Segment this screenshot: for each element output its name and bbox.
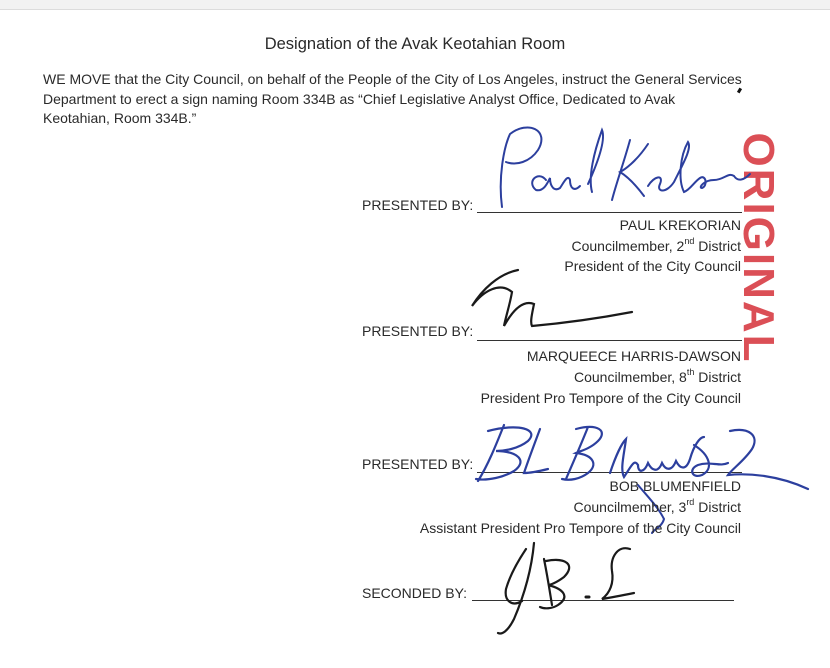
presenter-name: PAUL KREKORIAN <box>619 217 741 233</box>
presenter-district: Councilmember, 3rd District <box>573 497 741 515</box>
presented-by-label: PRESENTED BY: <box>362 197 474 213</box>
signature-line <box>477 472 742 473</box>
presented-by-label: PRESENTED BY: <box>362 323 474 339</box>
signature-seconder <box>488 535 648 645</box>
presenter-role: President Pro Tempore of the City Council <box>480 390 741 406</box>
presenter-name: MARQUEECE HARRIS-DAWSON <box>526 348 741 364</box>
signature-line <box>477 340 742 341</box>
presented-by-label: PRESENTED BY: <box>362 456 474 472</box>
presenter-role: President of the City Council <box>564 258 741 274</box>
seconded-by-label: SECONDED BY: <box>362 585 468 601</box>
viewer-top-edge <box>0 0 830 10</box>
signature-paul-krekorian <box>488 122 768 222</box>
original-stamp <box>734 132 783 364</box>
presenter-district: Councilmember, 2nd District <box>571 236 741 254</box>
presenter-role: Assistant President Pro Tempore of the City Council <box>419 520 741 536</box>
presenter-name: BOB BLUMENFIELD <box>609 478 741 494</box>
motion-text: WE MOVE that the City Council, on behalf of the People of the City of Los Angeles, instruct the General Services Department to erect a sign naming Room 334B as “Chief Legislative Analyst Office, Dedicated to Avak Keotahian, Room 334B.” <box>43 71 742 126</box>
signature-line <box>477 212 742 213</box>
document-title: Designation of the Avak Keotahian Room <box>264 35 566 53</box>
signature-bob-blumenfield <box>448 415 818 535</box>
signature-line <box>472 600 734 601</box>
stamp-text: ORIGINAL <box>734 132 783 364</box>
presenter-district: Councilmember, 8th District <box>573 367 741 385</box>
